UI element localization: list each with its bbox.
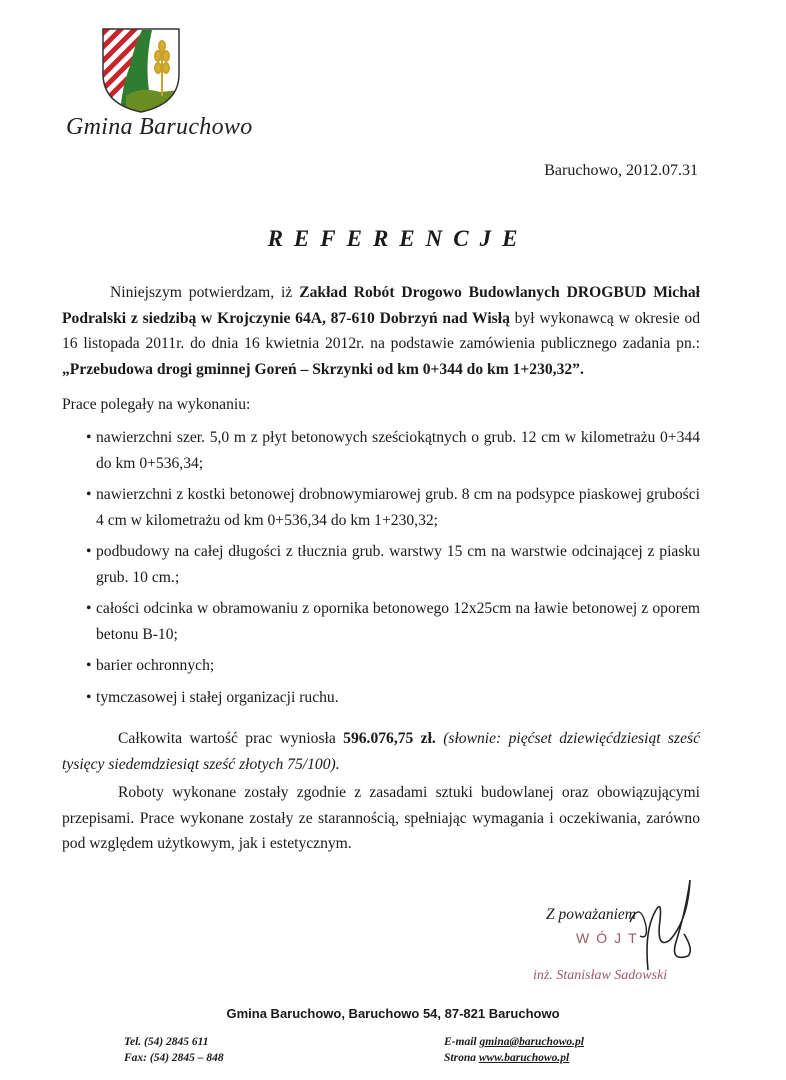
- total-amount: 596.076,75 zł.: [343, 730, 436, 747]
- paragraph-confirmation: [62, 280, 700, 382]
- work-intro: Prace polegały na wykonaniu:: [62, 396, 251, 413]
- website-link[interactable]: www.baruchowo.pl: [478, 1052, 570, 1064]
- email-link[interactable]: gmina@baruchowo.pl: [479, 1036, 584, 1048]
- stamp-name: inż. Stanisław Sadowski: [533, 968, 668, 983]
- p1-intro: Niniejszym potwierdzam, iż: [110, 284, 300, 301]
- work-items-list: [86, 425, 700, 716]
- list-item: • nawierzchni szer. 5,0 m z płyt betonowych sześciokątnych o grub. 12 cm w kilometrażu 0+344 do km 0+536,34;: [86, 425, 700, 476]
- bullet-icon: •: [86, 688, 92, 706]
- amount-in-words: (słownie: pięćset dziewięćdziesiąt sześć tysięcy siedemdziesiąt sześć złotych 75/100).: [62, 730, 700, 773]
- letter-date: Baruchowo, 2012.07.31: [544, 162, 698, 179]
- coat-of-arms-icon: [100, 26, 182, 114]
- list-item: • nawierzchni z kostki betonowej drobnowymiarowej grub. 8 cm na podsypce piaskowej grubości 4 cm w kilometrażu od km 0+536,34 do km 1+230,32;: [86, 482, 700, 533]
- list-item: • całości odcinka w obramowaniu z opornika betonowego 12x25cm na ławie betonowej z oporem betonu B-10;: [86, 596, 700, 647]
- org-name: Gmina Baruchowo: [66, 114, 253, 140]
- footer-tel: Tel. (54) 2845 611: [124, 1036, 209, 1048]
- document-title: REFERENCJE: [267, 226, 529, 251]
- company-name: Zakład Robót Drogowo Budowlanych DROGBUD Michał Podralski: [62, 284, 700, 327]
- paragraph-quality: Roboty wykonane zostały zgodnie z zasadami sztuki budowlanej oraz obowiązującymi przepisami. Prace wykonane zostały ze starannością, spełniając wymagania i oczekiwania, zarówno pod względem użytkowym, jak i estetycznym.: [62, 784, 700, 852]
- stamp-title: WÓJT: [576, 930, 644, 946]
- list-item: • tymczasowej i stałej organizacji ruchu.: [86, 685, 700, 711]
- paragraph-total-value: [62, 726, 700, 777]
- footer-fax: Fax: (54) 2845 – 848: [124, 1052, 224, 1064]
- p2-intro: Całkowita wartość prac wyniosła: [118, 730, 344, 747]
- bullet-icon: •: [86, 657, 92, 674]
- footer-address: Gmina Baruchowo, Baruchowo 54, 87-821 Baruchowo: [226, 1006, 560, 1021]
- bullet-icon: •: [86, 600, 92, 617]
- footer-email: E-mail gmina@baruchowo.pl: [444, 1036, 584, 1048]
- company-seat: z siedzibą w Krojczynie 64A, 87-610 Dobrzyń nad Wisłą: [126, 309, 510, 327]
- bullet-icon: •: [86, 486, 92, 503]
- p1-middle: był wykonawcą w okresie od 16 listopada 2011r. do dnia 16 kwietnia 2012r. na podstawie zamówienia publicznego zadania pn.:: [62, 309, 700, 352]
- footer-website: Strona www.baruchowo.pl: [444, 1052, 570, 1064]
- bullet-icon: •: [86, 429, 92, 446]
- project-name: „Przebudowa drogi gminnej Goreń – Skrzynki od km 0+344 do km 1+230,32”.: [62, 360, 584, 378]
- closing-greeting: Z poważaniem: [546, 906, 636, 923]
- bullet-icon: •: [86, 543, 92, 560]
- list-item: • barier ochronnych;: [86, 653, 700, 679]
- list-item: • podbudowy na całej długości z tłucznia grub. warstwy 15 cm na warstwie odcinającej z piasku grub. 10 cm.;: [86, 539, 700, 590]
